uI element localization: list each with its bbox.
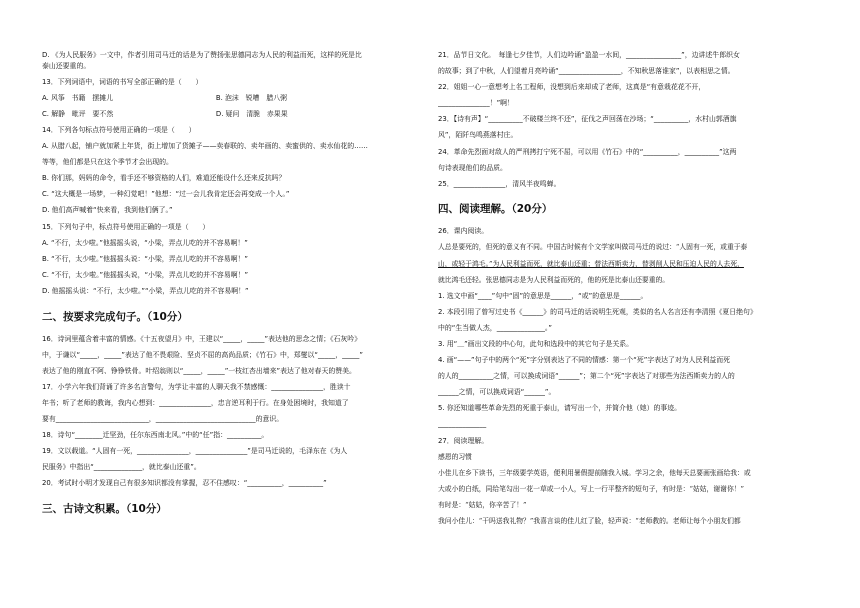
- right-column: [438, 50, 808, 527]
- text-line: 22．姐姐一心一意想考上名工程师，没想到后来却成了老师，这真是“有意栽花花不开，: [438, 83, 706, 92]
- text-line: 25．_______________，清风半夜鸣蝉。: [438, 179, 561, 188]
- text-line: 的故事；到了中秋，人们望着月亮吟诵“__________________，不知秋思落谁家”，以表相思之情。: [438, 67, 735, 76]
- text-line: 24．革命先烈面对敌人的严刑拷打宁死不屈，可以用《竹石》中的“__________，__________”这两: [438, 147, 737, 156]
- question-14-stem: 14．下列各句标点符号使用正确的一项是（ ）: [42, 125, 196, 134]
- text-line: _______________！”啊！: [438, 99, 514, 108]
- subquestion-line: 1. 选文中画“____”句中“固”的意思是______，“或”的意思是______。: [438, 291, 648, 300]
- option-a[interactable]: A. 风筝 书籍 摆摊儿: [42, 93, 113, 102]
- section-2-heading: 二、按要求完成句子。（10分）: [42, 310, 188, 323]
- option-line[interactable]: B. “不行，太少啦。”他摇摇头说：“小梁，弄点儿吃的并不容易啊！”: [42, 254, 248, 263]
- text-line: 风”，陌阡鸟鸣燕落村庄。: [438, 131, 518, 140]
- text-line: 表达了他的刚直不阿、铮铮铁骨。叶绍翁则以“_____，_____”一枝红杏出墙来”表达了他对春天的赞美。: [42, 366, 356, 375]
- question-13-options: [42, 109, 412, 120]
- subquestion-line: 4. 画“——”句子中的两个“死”字分别表达了不同的情感：第一个“死”字表达了对为人民利益而死: [438, 356, 731, 365]
- passage-line: 有时是：“姑姑，你辛苦了！”: [438, 500, 527, 509]
- answer-blank[interactable]: ______________: [438, 420, 487, 429]
- subquestion-line: 中的“生当做人杰，______________。”: [438, 323, 552, 332]
- option-line[interactable]: C. “这大概是一场梦，一种幻觉吧！”他想：“过一会儿我肯定还会再变成一个人。”: [42, 190, 290, 199]
- text-line: 要有___________________________，_____________________________的意识。: [42, 414, 284, 423]
- passage-line: 大或小的白纸，同给笔勾出一花一草或一小人，写上一行平整齐的短句子，有时是：“姑姑，谢谢你！”: [438, 484, 745, 493]
- question-15-stem: 15．下列句子中，标点符号使用正确的一项是（ ）: [42, 222, 210, 231]
- text-line: 23．【诗有声】“__________不破楼兰终不还”，征伐之声回荡在沙场；“__________，水村山郭酒旗: [438, 115, 737, 124]
- passage-line: 我问小佳儿：“干吗送我礼物？”我喜言谈的佳儿红了脸，轻声说：“老师教的。老师让每个小朋友们都: [438, 517, 741, 526]
- question-13-options: [42, 93, 412, 104]
- text-line: D. 《为人民服务》一文中，作者引用司马迁的话是为了赞扬张思德同志为人民的利益而死，这样的死是比: [42, 51, 362, 59]
- option-line[interactable]: B. 你们那，妈妈的命令，看手还不够资格的人们，难道还能设什么还来反抗吗？: [42, 174, 286, 183]
- option-c[interactable]: C. 解静 毗评 要不然: [42, 109, 114, 118]
- option-d[interactable]: D. 疑问 清脆 赤果果: [215, 109, 288, 118]
- text-line: 中，于谦以“_____，_____”表达了他不畏艰险、坚贞不屈的高尚品质；《竹石》中，郑燮以“_____，_____”: [42, 350, 363, 359]
- section-4-heading: 四、阅读理解。（20分）: [438, 203, 553, 216]
- text-line: 16．诗词里蕴含着丰富的情感。《十五夜望月》中，王建以“_____，_____”表达他的思念之情；《石灰吟》: [42, 334, 362, 343]
- text-line: 句诗表现他们的品质。: [438, 163, 507, 172]
- subquestion-line: 的人的__________之情，可以换成词语“______”；第二个“死”字表达了对那些为法西斯卖力的人的: [438, 372, 735, 381]
- text-line: 18．诗句“________迁坚劲，任尔东西南北风。”中的“任”指：__________。: [42, 431, 269, 440]
- passage-line: 人总是要死的，但死的意义有不同。中国古时候有个文学家叫做司马迁的说过：“人固有一死，或重于泰: [438, 243, 748, 252]
- text-line: 19．文以载道。“人固有一死，_______________，_______________”是司马迁说的，毛泽东在《为人: [42, 447, 348, 456]
- question-26-heading: 26．课内阅读。: [438, 227, 489, 236]
- option-line[interactable]: A. 从腊八起，铺户就加紧上年货，街上增加了货摊子——卖春联的、卖年画的、卖蜜供的、卖水仙花的……: [42, 142, 368, 151]
- option-line[interactable]: D. 他摇摇头说：“不行，太少啦。”“小梁，弄点儿吃的并不容易啊！”: [42, 286, 249, 295]
- passage-line: 小佳儿在乡下读书，三年级要学英语，便利用暑假提前随我入城。学习之余，他每天总要画张画给我：或: [438, 468, 751, 477]
- option-b[interactable]: B. 泡沫 锐嘈 腊八粥: [215, 93, 288, 102]
- subquestion-line: 3. 用“＿”画出文段的中心句，此句和选段中的其它句子是关系。: [438, 340, 634, 348]
- option-line: 等等，他们都是只在这个季节才会出现的。: [42, 158, 173, 167]
- question-13-stem: 13．下列词语中，词语的书写全部正确的是（ ）: [42, 77, 203, 86]
- text-line: 年书；听了老师的教诲，我内心想到：_______________，忠言逆耳利于行。在身处困境时，我知道了: [42, 398, 349, 407]
- text-line: 泰山还要重的。: [42, 61, 91, 70]
- text-line: 20．考试时小明才发现自己有很多知识都没有掌握，忍不住感叹：“__________，__________”: [42, 479, 327, 488]
- subquestion-line: 5. 你还知道哪些革命先烈的死重于泰山，请写出一个，并简介他（她）的事迹。: [438, 404, 682, 413]
- option-line[interactable]: A. “不行，太少啦。”他摇摇头说，“小梁，弄点儿吃的并不容易啊！”: [42, 238, 248, 247]
- passage-line: 山，或轻于鸿毛。”为人民利益而死，就比泰山还重；替法西斯卖力，替剥削人民和压迫人民的人去死，: [438, 259, 744, 268]
- option-line[interactable]: C. “不行，太少啦。”他摇摇头说，“小梁，弄点儿吃的并不容易啊！”: [42, 270, 249, 279]
- question-27-heading: 27．阅读理解。: [438, 436, 489, 445]
- text-line: 21．品节日文化。 每逢七夕佳节，人们边吟诵“盈盈一水间，________________”，边讲述牛郎织女: [438, 51, 740, 59]
- left-column: [42, 50, 412, 526]
- passage-line: 就比鸿毛还轻。张思德同志是为人民利益而死的，他的死是比泰山还要重的。: [438, 275, 670, 284]
- option-line[interactable]: D. 他们高声喊着“快来看，我到他们俩了。”: [42, 206, 173, 215]
- subquestion-line: 2. 本段引用了曾写过史书《______》的司马迁的话说明生死观，类似的名人名言还有李清照《夏日绝句》: [438, 307, 757, 316]
- text-line: 民服务》中指出“______________，就比泰山还重”。: [42, 463, 201, 472]
- text-line: 17．小学六年我们背诵了许多名言警句，为学让丰富的人聊天我不禁感慨：_______________，胜读十: [42, 382, 351, 391]
- passage-title: 感恩的习惯: [438, 452, 472, 461]
- subquestion-line: ______之情，可以换成词语“______”。: [438, 388, 556, 397]
- section-3-heading: 三、古诗文积累。（10分）: [42, 502, 167, 515]
